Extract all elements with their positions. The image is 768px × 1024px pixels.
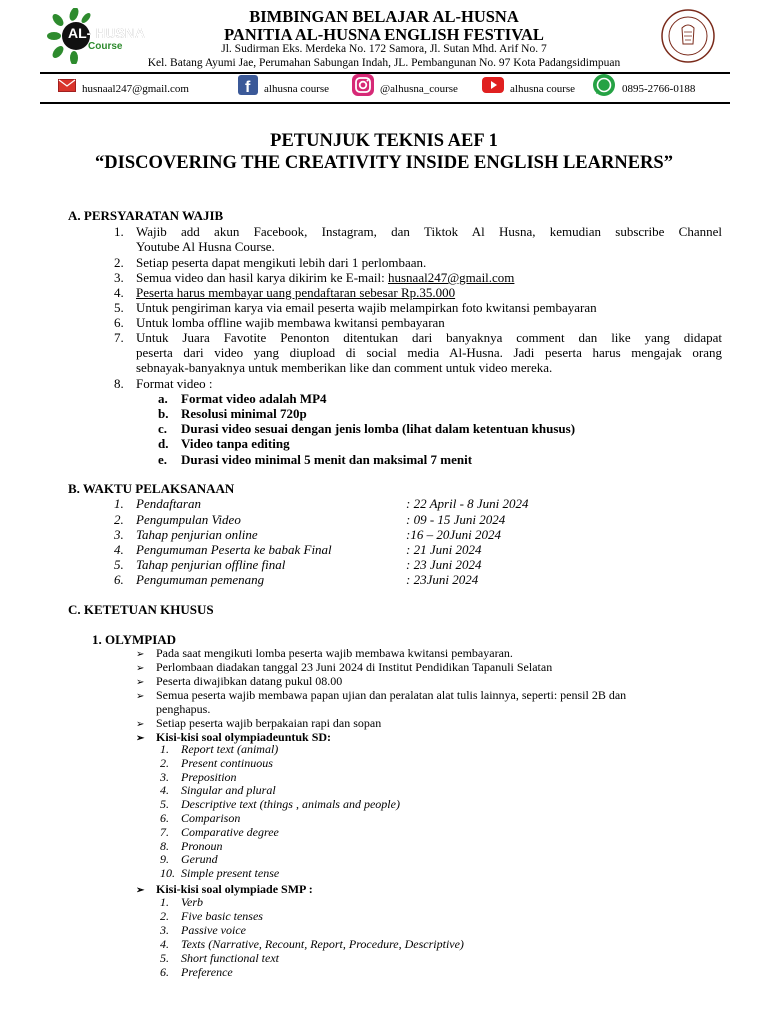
section-a-heading: A. PERSYARATAN WAJIB [68,208,224,223]
doc-subtitle: “DISCOVERING THE CREATIVITY INSIDE ENGLISH LEARNERS” [95,153,673,173]
schedule-num: 1. [114,496,124,511]
format-letter: d. [158,436,169,451]
schedule-value: : 22 April - 8 Juni 2024 [406,496,529,511]
topic-item: Preference [181,964,233,979]
letterhead-address-2: Kel. Batang Ayumi Jae, Perumahan Sabungan Indah, JL. Pembangunan No. 97 Kota Padangsidimpuan [147,57,621,69]
olympiad-heading: 1. OLYMPIAD [92,632,177,647]
format-letter: a. [158,391,168,406]
letterhead-address-1: Jl. Sudirman Eks. Merdeka No. 172 Samora, Jl. Sutan Mhd. Arif No. 7 [221,43,547,55]
section-b-heading: B. WAKTU PELAKSANAAN [68,481,235,496]
schedule-value: : 23Juni 2024 [406,572,479,587]
contact-email [58,78,189,100]
format-letter: b. [158,406,169,421]
bullet-item: ➢ Setiap peserta wajib berpakaian rapi dan sopan [136,716,382,730]
contact-whatsapp [592,78,695,100]
list-item-text-part: Semua video dan hasil karya dikirim ke E-mail: [136,270,388,285]
list-item-text: peserta dari video yang diupload di social media Al-Husna. Jadi peserta harus mengajak orang [136,345,722,360]
header-rule [40,72,730,74]
whatsapp-icon [592,73,616,105]
schedule-value: : 21 Juni 2024 [406,542,482,557]
schedule-label: Tahap penjurian offline final [136,557,286,572]
schedule-num: 3. [114,527,124,542]
youtube-text: alhusna course [510,83,576,95]
topic-num: 3. [160,922,169,937]
schedule-label: Pengumpulan Video [136,512,241,527]
letterhead-title-1: BIMBINGAN BELAJAR AL-HUSNA [249,7,519,26]
topic-num: 8. [160,838,169,853]
contact-facebook [238,78,329,100]
format-text: Video tanpa editing [181,436,290,451]
list-item-text: sebnayak-banyaknya untuk memberikan like dan comment untuk video mereka. [136,360,553,375]
list-item-text: Setiap peserta dapat mengikuti lebih dari 1 perlombaan. [136,255,427,270]
schedule-label: Pengumuman pemenang [136,572,265,587]
topic-item: Gerund [181,852,218,867]
contact-rule [40,102,730,104]
format-text: Resolusi minimal 720p [181,406,307,421]
doc-title: PETUNJUK TEKNIS AEF 1 [270,131,498,151]
smp-heading: ➢ Kisi-kisi soal olympiade SMP : [136,882,313,896]
list-item-text: Peserta harus membayar uang pendaftaran sebesar Rp.35.000 [136,285,456,300]
list-item-text: Youtube Al Husna Course. [136,239,275,254]
schedule-value: : 09 - 15 Juni 2024 [406,512,506,527]
topic-item: Descriptive text (things , animals and people) [181,797,400,812]
logo-text: AL- HUSNA [68,25,145,41]
topic-item: Short functional text [181,950,279,965]
topic-num: 7. [160,824,169,839]
list-item-num: 8. [114,376,124,391]
topic-num: 6. [160,964,169,979]
schedule-value: :16 – 20Juni 2024 [406,527,501,542]
youtube-icon [482,77,504,101]
topic-item: Passive voice [181,922,246,937]
format-letter: e. [158,452,168,467]
topic-num: 3. [160,769,169,784]
list-item-text: Untuk lomba offline wajib membawa kwitansi pembayaran [136,315,445,330]
topic-num: 2. [160,908,169,923]
schedule-num: 5. [114,557,124,572]
topic-num: 10. [160,866,175,881]
bullet-item: ➢ Pada saat mengikuti lomba peserta wajib membawa kwitansi pembayaran. [136,646,513,660]
letterhead-title-2: PANITIA AL-HUSNA ENGLISH FESTIVAL [224,25,544,44]
bullet-item: ➢ Semua peserta wajib membawa papan ujian dan peralatan alat tulis lainnya, seperti: pensil 2B dan [136,688,627,702]
sd-heading: ➢ Kisi-kisi soal olympiadeuntuk SD: [136,730,332,744]
topic-item: Five basic tenses [181,908,263,923]
arrow-bullet-icon: ➢ [136,663,145,674]
instagram-text: @alhusna_course [380,83,458,95]
list-item-text: Wajib add akun Facebook, Instagram, dan Tiktok Al Husna, kemudian subscribe Channel [136,224,722,239]
list-item-text [136,270,514,285]
topic-item: Pronoun [181,838,223,853]
topic-item: Texts (Narrative, Recount, Report, Procedure, Descriptive) [181,936,464,951]
topic-num: 5. [160,950,169,965]
bullet-item: ➢ Peserta diwajibkan datang pukul 08.00 [136,674,343,688]
seal [660,8,716,64]
whatsapp-text: 0895-2766-0188 [622,83,696,95]
email-text: husnaal247@gmail.com [82,83,189,95]
topic-num: 4. [160,783,169,798]
list-item-text: Format video : [136,376,213,391]
email-link[interactable]: husnaal247@gmail.com [388,270,515,285]
topic-item: Comparison [181,811,241,825]
bullet-item-cont: penghapus. [156,702,211,716]
logo-sub: Course [88,41,123,52]
topic-num: 1. [160,742,169,756]
list-item-text: Untuk pengiriman karya via email peserta wajib melampirkan foto kwitansi pembayaran [136,300,597,315]
topic-num: 5. [160,797,169,812]
schedule-label: Pendaftaran [136,496,201,511]
facebook-icon [238,75,258,103]
schedule-num: 2. [114,512,124,527]
topic-num: 9. [160,852,169,867]
list-item-num: 1. [114,224,124,239]
topic-item: Report text (animal) [181,742,279,756]
arrow-bullet-icon: ➢ [136,649,145,660]
arrow-bullet-icon: ➢ [136,691,145,702]
topic-num: 6. [160,811,169,825]
bullet-item: ➢ Perlombaan diadakan tanggal 23 Juni 2024 di Institut Pendidikan Tapanuli Selatan [136,660,553,674]
contact-instagram [352,78,458,100]
topic-item: Simple present tense [181,866,280,881]
topic-num: 1. [160,895,169,909]
topic-num: 2. [160,755,169,770]
topic-item: Comparative degree [181,824,279,839]
list-item-num: 5. [114,300,124,315]
format-letter: c. [158,421,168,436]
format-text: Durasi video minimal 5 menit dan maksimal 7 menit [181,452,473,467]
arrow-bullet-icon: ➢ [136,719,145,730]
list-item-num: 2. [114,255,124,270]
arrow-bullet-icon: ➢ [136,677,145,688]
topic-item: Preposition [181,769,237,784]
section-c-heading: C. KETETUAN KHUSUS [68,602,214,617]
mail-icon [58,78,76,100]
facebook-text: alhusna course [264,83,330,95]
list-item-num: 6. [114,315,124,330]
list-item-num: 3. [114,270,124,285]
schedule-label: Tahap penjurian online [136,527,258,542]
schedule-label: Pengumuman Peserta ke babak Final [136,542,332,557]
list-item-num: 4. [114,285,124,300]
list-item-num: 7. [114,330,124,345]
topic-num: 4. [160,936,169,951]
arrow-bullet-icon: ➢ [136,733,145,744]
topic-item: Present continuous [181,755,273,770]
format-text: Durasi video sesuai dengan jenis lomba (lihat dalam ketentuan khusus) [181,421,576,436]
schedule-num: 6. [114,572,124,587]
schedule-value: : 23 Juni 2024 [406,557,482,572]
svg-text:f: f [245,79,251,95]
format-text: Format video adalah MP4 [181,391,327,406]
topic-item: Singular and plural [181,783,276,798]
instagram-icon [352,74,374,104]
arrow-bullet-icon: ➢ [136,885,145,896]
contact-youtube [482,78,575,100]
schedule-num: 4. [114,542,124,557]
list-item-text: Untuk Juara Favotite Penonton ditentukan dari banyaknya comment dan like yang didapat [136,330,722,345]
topic-item: Verb [181,895,203,909]
